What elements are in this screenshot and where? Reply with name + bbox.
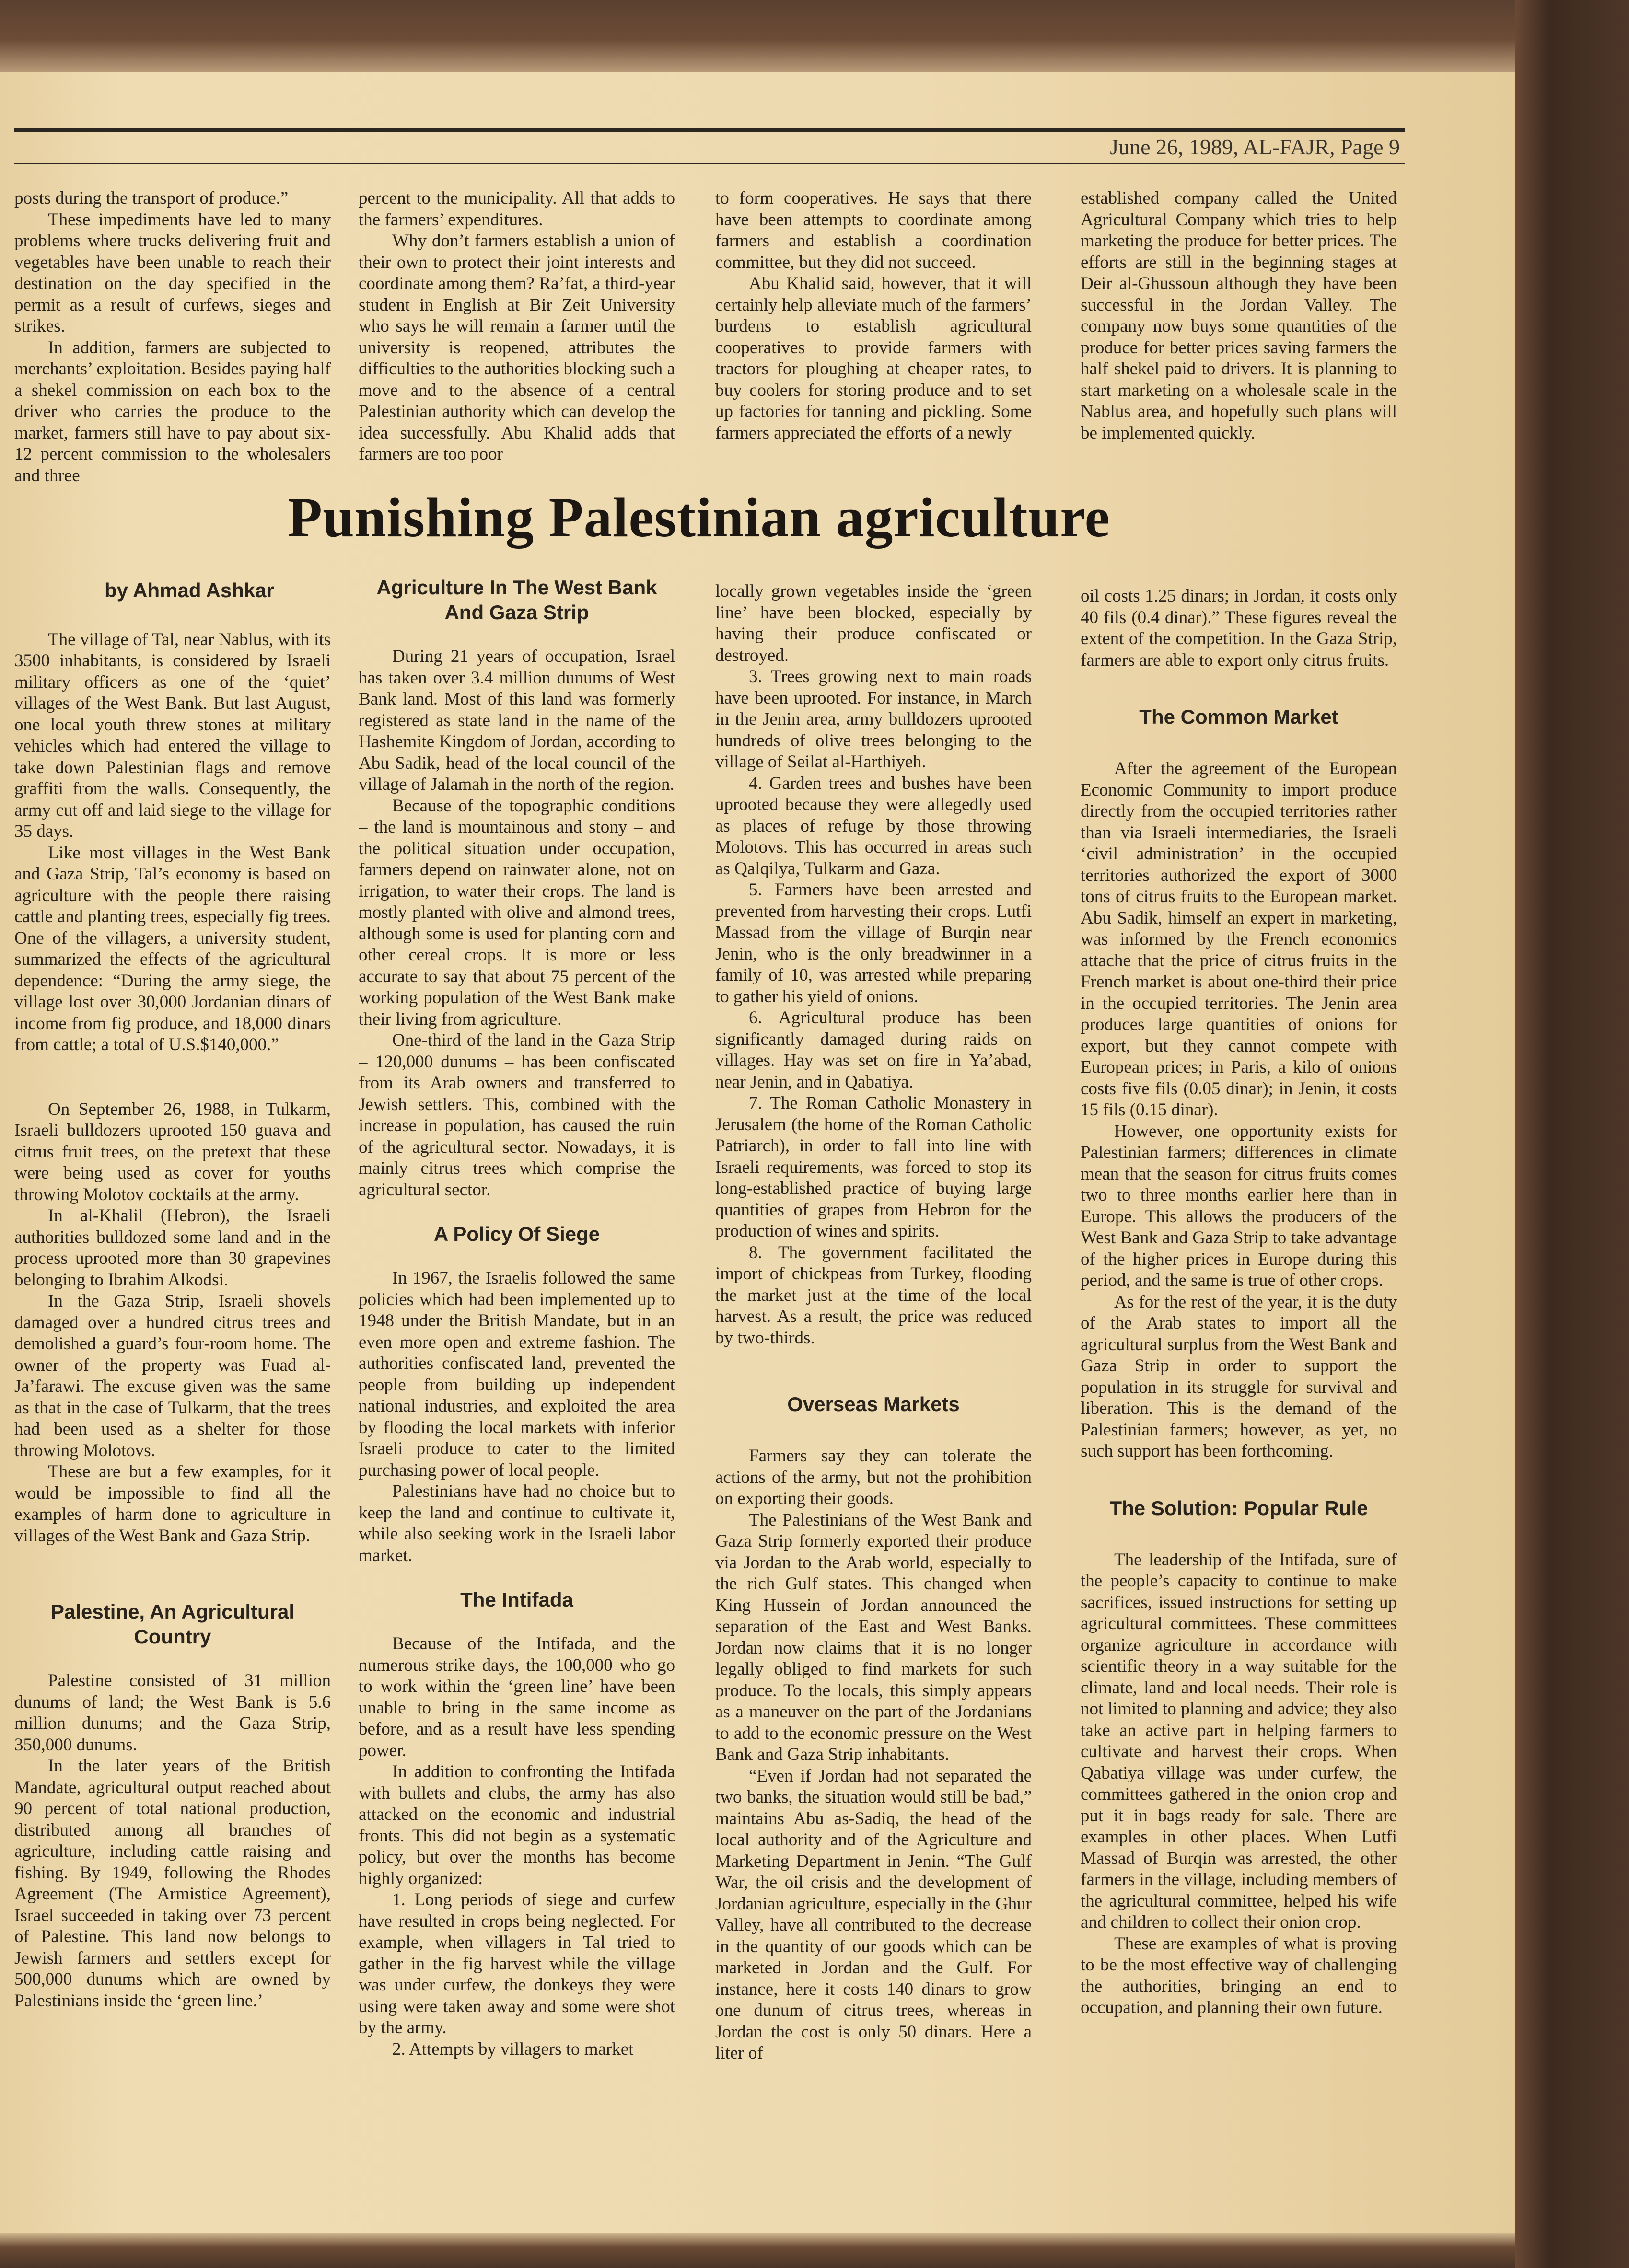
paragraph: The village of Tal, near Nablus, with its 3500 inhabitants, is considered by Israeli military officers as one of the ‘quiet’ villages of the West Bank. But last August, one local youth threw stones at military vehicles which had entered the village to take down Palestinian flags and remove graffiti from the walls. Consequently, the army cut off and laid siege to the village for 35 days.: [14, 629, 331, 841]
binding-edge: [1515, 0, 1629, 2268]
paragraph: Palestine consisted of 31 million dunums of land; the West Bank is 5.6 million dunums; and the Gaza Strip, 350,000 dunums.: [14, 1671, 331, 1755]
paragraph: 7. The Roman Catholic Monastery in Jerusalem (the home of the Roman Catholic Patriarch), in order to fall into line with Israeli requirements, was forced to stop its long-established practice of buying large quantities of grapes from Hebron for the production of wines and spirits.: [715, 1093, 1032, 1241]
paragraph: to form cooperatives. He says that there have been attempts to coordinate among farmers and establish a coordination committee, but they did not succeed.: [715, 188, 1032, 272]
paragraph: established company called the United Agricultural Company which tries to help marketing the produce for better prices. The efforts are still in the beginning stages at Deir al-Ghussoun although they have been successful in the Jordan Valley. The company now buys some quantities of the produce for better prices saving farmers the half shekel paid to drivers. It is planning to start marketing on a wholesale scale in the Nablus area, and hopefully such plans will be implemented quickly.: [1081, 188, 1397, 443]
paragraph: The Palestinians of the West Bank and Gaza Strip formerly exported their produce via Jordan to the Arab world, especially to the rich Gulf states. This changed when King Hussein of Jordan announced the separation of the East and West Banks. Jordan now claims that it is no longer legally obliged to find markets for such produce. To the locals, this simply appears as a maneuver on the part of the Jordanians to add to the economic pressure on the West Bank and Gaza Strip inhabitants.: [715, 1510, 1032, 1764]
paragraph: These impediments have led to many problems where trucks delivering fruit and vegetables have been unable to reach their destination on the day specified in the permit as a result of curfews, sieges and strikes.: [14, 209, 331, 336]
paragraph: 2. Attempts by villagers to market: [392, 2039, 634, 2059]
byline: by Ahmad Ashkar: [105, 580, 274, 602]
paragraph: In addition, farmers are subjected to merchants’ exploitation. Besides paying half a shekel commission on each box to the driver who carries the produce to the market, farmers still have to pay about six-12 percent commission to the wholesalers and three: [14, 337, 331, 485]
paragraph: In al-Khalil (Hebron), the Israeli authorities bulldozed some land and in the process uprooted more than 30 grapevines belonging to Ibrahim Alkodsi.: [14, 1206, 331, 1290]
header-rule-bottom: [14, 163, 1405, 164]
article-headline: Punishing Palestinian agriculture: [288, 486, 1110, 549]
top-column-3: [715, 188, 1032, 485]
article-column-2: [359, 575, 675, 2219]
paragraph: Palestinians have had no choice but to keep the land and continue to cultivate it, while also seeking work in the Israeli labor market.: [359, 1481, 675, 1565]
paragraph: 8. The government facilitated the import of chickpeas from Turkey, flooding the market just at the time of the local harvest. As a result, the price was reduced by two-thirds.: [715, 1242, 1032, 1348]
paragraph: Abu Khalid said, however, that it will certainly help alleviate much of the farmers’ burdens to establish agricultural cooperatives to provide farmers with tractors for ploughing at cheaper rates, to buy coolers for storing produce and to set up factories for tanning and pickling. Some farmers appreciated the efforts of a newly: [715, 274, 1032, 443]
dateline: June 26, 1989, AL-FAJR, Page 9: [1110, 135, 1400, 159]
paragraph: These are but a few examples, for it would be impossible to find all the examples of harm done to agriculture in villages of the West Bank and Gaza Strip.: [14, 1462, 331, 1546]
paragraph: oil costs 1.25 dinars; in Jordan, it costs only 40 fils (0.4 dinar).” These figures reveal the extent of the competition. In the Gaza Strip, farmers are able to export only citrus fruits.: [1081, 586, 1397, 670]
paragraph: 6. Agricultural produce has been significantly damaged during raids on villages. Hay was set on fire in Ya’abad, near Jenin, and in Qabatiya.: [715, 1008, 1032, 1092]
paragraph: As for the rest of the year, it is the duty of the Arab states to import all the agricultural surplus from the West Bank and Gaza Strip in order to support the population in its struggle for survival and liberation. This is the demand of the Palestinian farmers; however, as yet, no such support has been forthcoming.: [1081, 1292, 1397, 1461]
section-heading: Agriculture In The West Bank And Gaza Strip: [376, 576, 657, 624]
paragraph: Like most villages in the West Bank and Gaza Strip, Tal’s economy is based on agriculture with the people there raising cattle and planting trees, especially fig trees. One of the villagers, a university student, summarized the effects of the agricultural dependence: “During the army siege, the village lost over 30,000 Jordanian dinars of income from fig produce, and 18,000 dinars from cattle; a total of U.S.$140,000.”: [14, 843, 331, 1054]
page-bottom-shadow: [0, 2233, 1515, 2268]
paragraph: Farmers say they can tolerate the actions of the army, but not the prohibition on exporting their goods.: [715, 1446, 1032, 1508]
paragraph: posts during the transport of produce.”: [14, 188, 289, 208]
paragraph: 3. Trees growing next to main roads have been uprooted. For instance, in March in the Jenin area, army bulldozers uprooted hundreds of olive trees belonging to the village of Seilat al-Harthiyeh.: [715, 667, 1032, 772]
paragraph: During 21 years of occupation, Israel has taken over 3.4 million dunums of West Bank land. Most of this land was formerly registered as state land in the name of the Hashemite Kingdom of Jordan, according to Abu Sadik, head of the local council of the village of Jalamah in the north of the region.: [359, 647, 675, 794]
paragraph: 5. Farmers have been arrested and prevented from harvesting their crops. Lutfi Massad from the village of Burqin near Jenin, who is the only breadwinner in a family of 10, was arrested while preparing to gather his yield of onions.: [715, 880, 1032, 1007]
paragraph: After the agreement of the European Economic Community to import produce directly from the occupied territories rather than via Israeli intermediaries, the Israeli ‘civil administration’ in the occupied territories authorized the export of 3000 tons of citrus fruits to the European market. Abu Sadik, himself an expert in marketing, was informed by the French economics attache that the price of citrus fruits in the French market is about one-third their price in the occupied territories. The Jenin area produces large quantities of onions for export, but they cannot compete with European prices; in Paris, a kilo of onions costs five fils (0.05 dinar); in Jenin, it costs 15 fils (0.15 dinar).: [1081, 759, 1397, 1120]
paragraph: 4. Garden trees and bushes have been uprooted because they were allegedly used as places of refuge by those throwing Molotovs. This has occurred in areas such as Qalqilya, Tulkarm and Gaza.: [715, 773, 1032, 879]
header-rule-top: [14, 128, 1405, 132]
paragraph: locally grown vegetables inside the ‘green line’ have been blocked, especially by having their produce confiscated or destroyed.: [715, 581, 1032, 665]
paragraph: Because of the topographic conditions – the land is mountainous and stony – and the political situation under occupation, farmers depend on rainwater alone, not on irrigation, to water their crops. The land is mostly planted with olive and almond trees, although some is used for planting corn and other cereal crops. It is more or less accurate to say that about 75 percent of the working population of the West Bank make their living from agriculture.: [359, 796, 675, 1029]
section-heading: Palestine, An Agricultural Country: [51, 1600, 294, 1648]
paragraph: The leadership of the Intifada, sure of the people’s capacity to continue to make sacrifices, issued instructions for setting up agricultural committees. These committees organize agriculture in accordance with scientific theory in a way suitable for the climate, land and local needs. Their role is not limited to planning and advice; they also take an active part in helping farmers to cultivate and harvest their crops. When Qabatiya village was under curfew, the committees gathered in the onion crop and put it in bags ready for sale. There are examples in other places. When Lutfi Massad of Burqin was arrested, the other farmers in the village, including members of the agricultural committee, helped his wife and children to collect their onion crop.: [1081, 1550, 1397, 1932]
section-heading: The Solution: Popular Rule: [1109, 1496, 1368, 1519]
paragraph: “Even if Jordan had not separated the two banks, the situation would still be bad,” maintains Abu as-Sadiq, the head of the local authority and of the Agriculture and Marketing Department in Jenin. “The Gulf War, the oil crisis and the development of Jordanian agriculture, especially in the Ghur Valley, have all contributed to the decrease in the quantity of our goods which can be marketed in Jordan and the Gulf. For instance, here it costs 140 dinars to grow one dunum of citrus trees, whereas in Jordan the cost is only 50 dinars. Here a liter of: [715, 1766, 1032, 2063]
paragraph: percent to the municipality. All that adds to the farmers’ expenditures.: [359, 188, 675, 230]
paragraph: In addition to confronting the Intifada with bullets and clubs, the army has also attacked on the economic and industrial fronts. This did not begin as a systematic policy, but over the months has become highly organized:: [359, 1762, 675, 1888]
paragraph: In the Gaza Strip, Israeli shovels damaged over a hundred citrus trees and demolished a guard’s four-room home. The owner of the property was Fuad al-Ja’farawi. The excuse given was the same as that in the case of Tulkarm, that the trees had been used as a shelter for those throwing Molotovs.: [14, 1291, 331, 1460]
paragraph: On September 26, 1988, in Tulkarm, Israeli bulldozers uprooted 150 guava and citrus fruit trees, on the pretext that these were being used as cover for youths throwing Molotov cocktails at the army.: [14, 1099, 331, 1204]
section-heading: The Intifada: [460, 1588, 573, 1611]
paragraph: Because of the Intifada, and the numerous strike days, the 100,000 who go to work within the ‘green line’ have been unable to bring in the same income as before, and as a result have less spending power.: [359, 1634, 675, 1760]
article-column-1: [14, 580, 331, 2219]
top-column-1: [14, 188, 331, 485]
paragraph: These are examples of what is proving to be the most effective way of challenging the authorities, bringing an end to occupation, and planning their own future.: [1081, 1933, 1397, 2017]
section-heading: Overseas Markets: [787, 1393, 960, 1415]
section-heading: A Policy Of Siege: [433, 1223, 600, 1245]
paragraph: 1. Long periods of siege and curfew have resulted in crops being neglected. For example, when villagers in Tal tried to gather in the fig harvest while the village was under curfew, the donkeys they were using were taken away and some were shot by the army.: [359, 1890, 675, 2037]
paragraph: However, one opportunity exists for Palestinian farmers; differences in climate mean that the season for citrus fruits comes two to three months earlier here than in Europe. This allows the producers of the West Bank and Gaza Strip to take advantage of the higher prices in Europe during this period, and the same is true of other crops.: [1081, 1121, 1397, 1290]
paragraph: In 1967, the Israelis followed the same policies which had been implemented up to 1948 under the British Mandate, but in an even more open and extreme fashion. The authorities confiscated land, prevented the people from building up independent national industries, and exploited the area by flooding the local markets with inferior Israeli produce to cater to the limited purchasing power of local people.: [359, 1268, 675, 1480]
page-top-shadow: [0, 0, 1515, 72]
top-column-2: [359, 188, 675, 485]
article-column-3: [715, 581, 1032, 2219]
article-column-4: [1081, 586, 1397, 2219]
paragraph: One-third of the land in the Gaza Strip – 120,000 dunums – has been confiscated from its Arab owners and transferred to Jewish settlers. This, combined with the increase in population, has caused the ruin of the agricultural sector. Nowadays, it is mainly citrus trees which comprise the agricultural sector.: [359, 1030, 675, 1200]
section-heading: The Common Market: [1139, 706, 1338, 728]
top-column-4: [1081, 188, 1397, 485]
paragraph: Why don’t farmers establish a union of their own to protect their joint interests and coordinate among them? Ra’fat, a third-year student in English at Bir Zeit University who says he will remain a farmer until the university is reopened, attributes the difficulties to the authorities blocking such a move and to the absence of a central Palestinian authority which can develop the idea successfully. Abu Khalid adds that farmers are too poor: [359, 231, 675, 464]
paragraph: In the later years of the British Mandate, agricultural output reached about 90 percent of total national production, distributed among all branches of agriculture, including cattle raising and fishing. By 1949, following the Rhodes Agreement (The Armistice Agreement), Israel succeeded in taking over 73 percent of Palestine. This land now belongs to Jewish farmers and settlers except for 500,000 dunums which are owned by Palestinians inside the ‘green line.’: [14, 1756, 331, 2011]
